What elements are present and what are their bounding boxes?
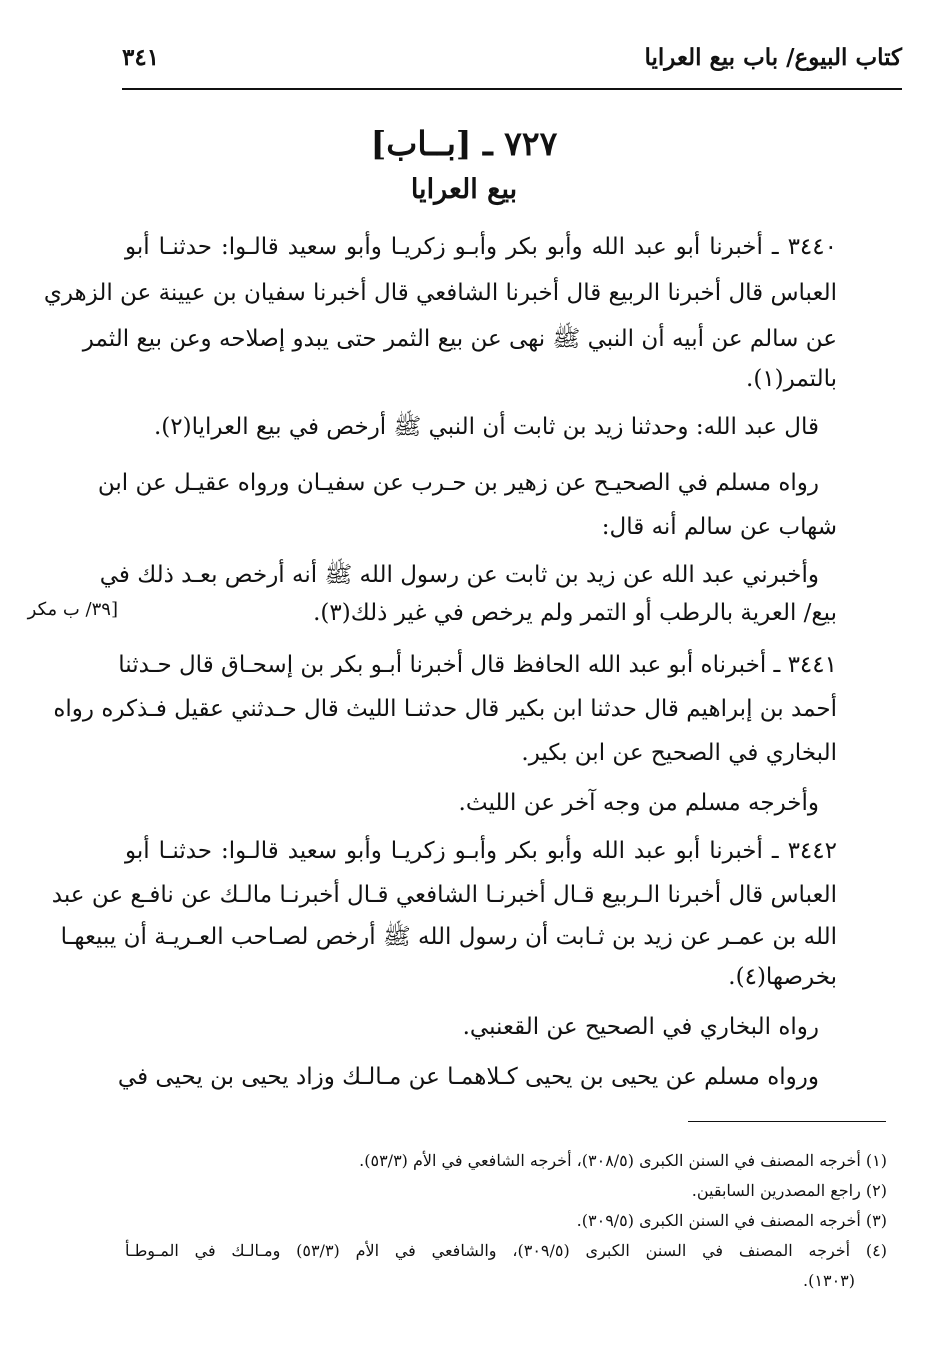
body-line-11: أحمد بن إبراهيم قال حدثنا ابن بكير قال حدثنـا الليث قال حـدثني عقيل فـذكره رواه xyxy=(53,696,837,722)
body-line-9: بيع/ العرية بالرطب أو التمر ولم يرخص في غير ذلك(٣). xyxy=(313,600,837,626)
footnote-4-continued: (١٣٠٣). xyxy=(803,1271,855,1290)
chapter-title: بيع العرايا xyxy=(410,174,518,205)
body-line-1: ٣٤٤٠ ـ أخبرنا أبو عبد الله وأبو بكر وأبـو زكريـا وأبو سعيد قالـوا: حدثنـا أبو xyxy=(125,234,837,260)
footnote-2: (٢) راجع المصدرين السابقين. xyxy=(691,1181,887,1200)
body-line-4: بالتمر(١). xyxy=(746,366,837,392)
body-line-13: وأخرجه مسلم من وجه آخر عن الليث. xyxy=(458,790,819,816)
footnote-rule xyxy=(688,1121,886,1122)
body-line-8: وأخبرني عبد الله عن زيد بن ثابت عن رسول الله ﷺ أنه أرخص بعـد ذلك في xyxy=(99,562,819,588)
running-header xyxy=(122,40,902,88)
page-number: ٣٤١ xyxy=(122,44,160,71)
body-line-2: العباس قال أخبرنا الربيع قال أخبرنا الشافعي قال أخبرنا سفيان بن عيينة عن الزهري xyxy=(43,280,837,306)
margin-note: [٣٩/ ب مكر xyxy=(27,599,118,620)
footnote-4: (٤) أخرجه المصنف في السنن الكبرى (٣٠٩/٥)، والشافعي في الأم (٥٣/٣) ومـالـك في المـوطـأ xyxy=(125,1241,888,1260)
body-line-16: الله بن عمـر عن زيد بن ثـابت أن رسول الله ﷺ أرخص لصـاحب العـريـة أن يبيعهـا xyxy=(60,924,837,950)
body-line-17: بخرصها(٤). xyxy=(728,964,837,990)
body-line-15: العباس قال أخبرنا الـربيع قـال أخبرنـا الشافعي قـال أخبرنـا مالـك عن نافـع عن عبد xyxy=(51,882,837,908)
body-line-19: ورواه مسلم عن يحيى بن يحيى كـلاهمـا عن مـالـك وزاد يحيى بن يحيى في xyxy=(117,1064,819,1090)
footnote-1: (١) أخرجه المصنف في السنن الكبرى (٣٠٨/٥)، أخرجه الشافعي في الأم (٥٣/٣). xyxy=(359,1151,887,1170)
chapter-number: ٧٢٧ ـ [بــاب] xyxy=(370,124,558,163)
body-line-6: رواه مسلم في الصحيـح عن زهير بن حـرب عن سفيـان ورواه عقيـل عن ابن xyxy=(97,470,819,496)
body-line-18: رواه البخاري في الصحيح عن القعنبي. xyxy=(462,1014,819,1040)
footnote-3: (٣) أخرجه المصنف في السنن الكبرى (٣٠٩/٥). xyxy=(576,1211,887,1230)
body-line-5: قال عبد الله: وحدثنا زيد بن ثابت أن النبي ﷺ أرخص في بيع العرايا(٢). xyxy=(154,414,819,440)
header-rule xyxy=(122,88,902,90)
body-line-7: شهاب عن سالم أنه قال: xyxy=(601,514,837,540)
header-title: كتاب البيوع/ باب بيع العرايا xyxy=(644,44,902,71)
body-line-10: ٣٤٤١ ـ أخبرناه أبو عبد الله الحافظ قال أخبرنا أبـو بكر بن إسحـاق قال حـدثنا xyxy=(118,652,837,678)
body-line-3: عن سالم عن أبيه أن النبي ﷺ نهى عن بيع الثمر حتى يبدو إصلاحه وعن بيع الثمر xyxy=(82,326,837,352)
body-line-14: ٣٤٤٢ ـ أخبرنا أبو عبد الله وأبو بكر وأبـو زكريـا وأبو سعيد قالـوا: حدثنـا أبو xyxy=(125,838,837,864)
body-line-12: البخاري في الصحيح عن ابن بكير. xyxy=(521,740,837,766)
